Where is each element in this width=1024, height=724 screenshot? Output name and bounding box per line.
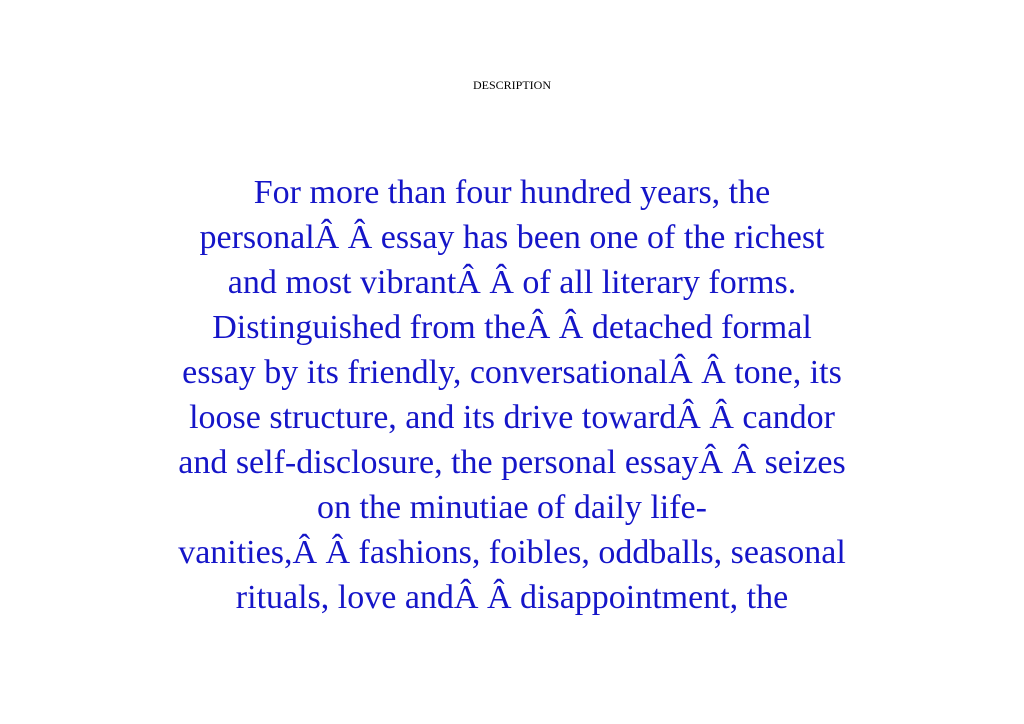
- text-line-9: vanities,Â Â fashions, foibles, oddballs, seasonal: [178, 534, 846, 571]
- text-line-7: and self-disclosure, the personal essayÂ Â seizes: [178, 444, 846, 481]
- text-line-10: rituals, love andÂ Â disappointment, the: [235, 579, 789, 616]
- text-line-6: loose structure, and its drive towardÂ Â candor: [189, 399, 835, 436]
- page-heading: DESCRIPTION: [472, 78, 551, 92]
- text-line-8: on the minutiae of daily life-: [317, 489, 707, 526]
- text-line-4: Distinguished from theÂ Â detached formal: [212, 309, 812, 346]
- text-line-3: and most vibrantÂ Â of all literary forms.: [227, 264, 797, 301]
- text-line-5: essay by its friendly, conversationalÂ Â tone, its: [182, 354, 842, 391]
- text-line-1: For more than four hundred years, the: [253, 174, 771, 211]
- text-line-2: personalÂ Â essay has been one of the richest: [199, 219, 825, 256]
- description-body: [92, 170, 932, 620]
